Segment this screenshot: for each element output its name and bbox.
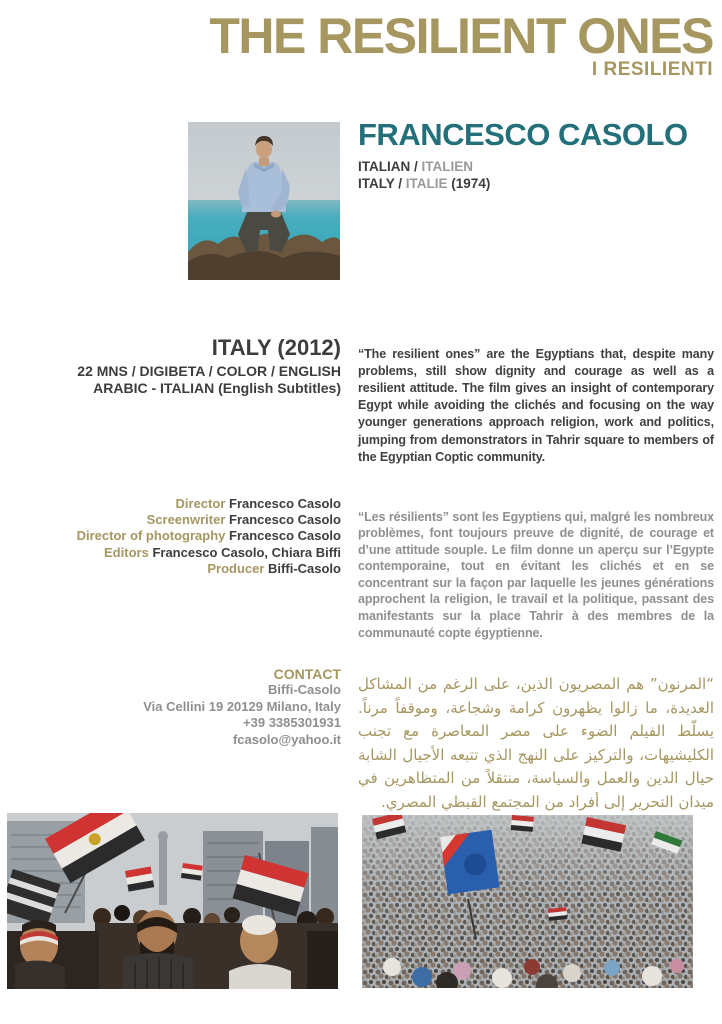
film-title-block xyxy=(209,8,713,80)
film-subtitle: I RESILIENTI xyxy=(591,59,713,80)
contact-email: fcasolo@yahoo.it xyxy=(232,731,341,747)
crowd-photo-right xyxy=(362,815,693,988)
film-title: THE RESILIENT ONES xyxy=(209,8,713,64)
credit-name: Francesco Casolo, Chiara Biffi xyxy=(152,544,341,560)
director-name: FRANCESCO CASOLO xyxy=(358,117,688,152)
nationality-line xyxy=(358,158,688,175)
film-details xyxy=(0,336,341,397)
credit-role: Editors xyxy=(104,544,149,560)
synopsis-english: “The resilient ones” are the Egyptians that, despite many problems, still show dignity and courage as well as a resilient attitude. The film gives an insight of contemporary Egypt while avoiding the clichés and focusing on the way younger generations approach religion, work and politics, jumping from demonstrators in Tahrir square to members of the Egyptian Coptic community. xyxy=(358,346,714,464)
credit-row xyxy=(0,561,341,577)
contact-name: Biffi-Casolo xyxy=(268,682,341,698)
credit-name: Francesco Casolo xyxy=(229,512,341,528)
film-specs: 22 MNS / DIGIBETA / COLOR / ENGLISH xyxy=(77,363,341,379)
synopsis-french: “Les résilients” sont les Egyptiens qui, malgré les nombreux problèmes, font toujours preuve de dignité, de courage et d’une attitude souple. Le film donne un aperçu sur l’Egypte contemporaine, tout en évitant les clichés et en se concentrant sur la façon par laquelle les jeunes générations approchent la religion, le travail et la politique, passant des manifestants sur la place Tahrir à des membres de la communauté copte égyptienne. xyxy=(358,509,714,640)
director-profile xyxy=(358,119,688,192)
credit-row xyxy=(0,545,341,561)
credits-block xyxy=(0,496,341,577)
contact-heading: CONTACT xyxy=(273,666,341,682)
nationality-primary: ITALIAN / xyxy=(358,159,418,174)
film-country-year: ITALY (2012) xyxy=(211,335,341,360)
birth-year: (1974) xyxy=(451,176,491,191)
synopsis-arabic: “المرنون” هم المصريون الذين، على الرغم من المشاكل العديدة، ما زالوا يظهرون كرامة وشجاعة، وموقفاً مرناً. يسلّط الفيلم الضوء على مصر المعاصرة مع تجنب الكليشيهات، والتركيز على النهج الذي تتبعه الأجيال الشابة حيال الدين والعمل والسياسة، منتقلاً من المتظاهرين في ميدان التحرير إلى أفراد من المجتمع القبطي المصري. xyxy=(358,675,714,811)
credit-role: Screenwriter xyxy=(146,512,226,528)
demonstrators-illustration xyxy=(7,813,338,989)
nationality-secondary: ITALIEN xyxy=(421,159,474,174)
credit-role: Director of photography xyxy=(76,528,226,544)
portrait-illustration xyxy=(188,122,340,280)
country-secondary: ITALIE xyxy=(405,176,448,191)
country-primary: ITALY / xyxy=(358,176,403,191)
credit-name: Francesco Casolo xyxy=(229,496,341,511)
credit-name: Biffi-Casolo xyxy=(268,560,341,576)
director-portrait-photo xyxy=(188,122,340,280)
credit-row xyxy=(0,512,341,528)
crowd-illustration xyxy=(362,815,693,988)
contact-phone: +39 3385301931 xyxy=(243,715,341,731)
credit-name: Francesco Casolo xyxy=(229,528,341,544)
crowd-photo-left xyxy=(7,813,338,989)
contact-block xyxy=(0,666,341,748)
country-line xyxy=(358,175,688,192)
credit-role: Producer xyxy=(207,560,265,576)
credit-role: Director xyxy=(175,496,226,511)
credit-row xyxy=(0,528,341,544)
film-languages: ARABIC - ITALIAN (English Subtitles) xyxy=(93,380,341,396)
contact-address: Via Cellini 19 20129 Milano, Italy xyxy=(143,698,341,714)
credit-row xyxy=(0,496,341,512)
